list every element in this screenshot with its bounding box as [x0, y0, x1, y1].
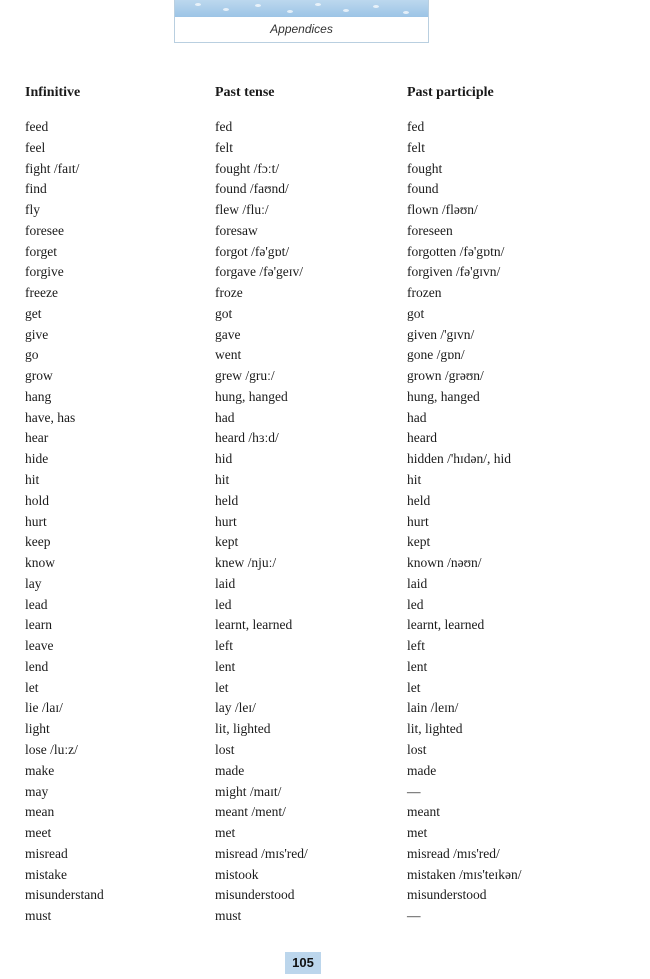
table-row — [0, 470, 650, 491]
past-tense-cell: made — [215, 762, 245, 778]
past-participle-cell: made — [407, 762, 437, 778]
infinitive-cell: fight /faɪt/ — [25, 160, 80, 176]
past-participle-cell: misread /mɪs'red/ — [407, 845, 500, 861]
past-participle-cell: foreseen — [407, 222, 453, 238]
table-row — [0, 761, 650, 782]
infinitive-cell: give — [25, 326, 49, 342]
past-tense-cell: lost — [215, 741, 235, 757]
infinitive-cell: let — [25, 679, 39, 695]
past-tense-cell: misunderstood — [215, 887, 295, 903]
table-row — [0, 823, 650, 844]
past-tense-cell: got — [215, 305, 233, 321]
past-tense-cell: knew /njuː/ — [215, 555, 277, 571]
infinitive-cell: lose /luːz/ — [25, 741, 78, 757]
infinitive-cell: learn — [25, 617, 52, 633]
past-participle-cell: hit — [407, 472, 422, 488]
infinitive-cell: leave — [25, 638, 54, 654]
droplet-icon — [343, 9, 349, 12]
table-row — [0, 200, 650, 221]
past-participle-cell: frozen — [407, 285, 442, 301]
past-tense-cell: grew /gruː/ — [215, 368, 275, 384]
infinitive-cell: hurt — [25, 513, 47, 529]
infinitive-cell: hide — [25, 451, 49, 467]
table-row — [0, 532, 650, 553]
past-participle-cell: had — [407, 409, 427, 425]
table-row — [0, 345, 650, 366]
infinitive-cell: hold — [25, 492, 50, 508]
droplet-icon — [255, 4, 261, 7]
past-participle-cell: met — [407, 825, 428, 841]
table-row — [0, 117, 650, 138]
table-row — [0, 657, 650, 678]
past-tense-cell: forgave /fə'geɪv/ — [215, 264, 304, 280]
table-row — [0, 221, 650, 242]
page-number: 105 — [285, 952, 321, 974]
table-row — [0, 636, 650, 657]
past-participle-cell: fought — [407, 160, 443, 176]
past-participle-cell: lent — [407, 658, 428, 674]
infinitive-cell: get — [25, 305, 42, 321]
past-tense-cell: hid — [215, 451, 233, 467]
past-participle-cell: fed — [407, 119, 425, 134]
past-tense-cell: heard /hɜːd/ — [215, 430, 279, 446]
table-row — [0, 553, 650, 574]
infinitive-cell: may — [25, 783, 49, 799]
infinitive-cell: mean — [25, 804, 55, 820]
past-participle-cell: mistaken /mɪs'teɪkən/ — [407, 866, 522, 882]
column-header-past-tense: Past tense — [215, 85, 275, 100]
past-tense-cell: met — [215, 825, 236, 841]
table-row — [0, 491, 650, 512]
infinitive-cell: misunderstand — [25, 887, 104, 903]
droplet-icon — [223, 8, 229, 11]
past-participle-cell: led — [407, 596, 424, 612]
table-row — [0, 782, 650, 803]
infinitive-cell: find — [25, 181, 47, 197]
past-participle-cell: forgiven /fə'gɪvn/ — [407, 264, 501, 280]
infinitive-cell: keep — [25, 534, 51, 550]
section-header-tab — [174, 0, 429, 43]
past-tense-cell: held — [215, 492, 239, 508]
past-tense-cell: froze — [215, 285, 243, 301]
past-tense-cell: hurt — [215, 513, 237, 529]
table-row — [0, 262, 650, 283]
past-participle-cell: grown /grəʊn/ — [407, 368, 484, 384]
header-decorative-band — [175, 0, 428, 17]
table-row — [0, 449, 650, 470]
past-tense-cell: hit — [215, 472, 230, 488]
past-tense-cell: fed — [215, 119, 233, 134]
past-participle-cell: learnt, learned — [407, 617, 485, 633]
past-participle-cell: given /'gɪvn/ — [407, 326, 475, 342]
past-participle-cell: known /nəʊn/ — [407, 555, 482, 571]
past-participle-cell: hurt — [407, 513, 429, 529]
table-row — [0, 574, 650, 595]
infinitive-cell: must — [25, 908, 52, 924]
infinitive-cell: feel — [25, 139, 46, 155]
table-row — [0, 242, 650, 263]
infinitive-cell: lead — [25, 596, 48, 612]
infinitive-cell: hit — [25, 472, 40, 488]
infinitive-cell: foresee — [25, 222, 64, 238]
droplet-icon — [315, 3, 321, 6]
past-tense-cell: mistook — [215, 866, 259, 882]
column-header-past-participle: Past participle — [407, 85, 494, 100]
past-tense-cell: meant /ment/ — [215, 804, 286, 820]
past-tense-cell: lit, lighted — [215, 721, 271, 737]
section-title: Appendices — [270, 22, 333, 36]
past-tense-cell: gave — [215, 326, 241, 342]
past-tense-cell: led — [215, 596, 232, 612]
table-row — [0, 844, 650, 865]
past-participle-cell: heard — [407, 430, 437, 446]
droplet-icon — [287, 10, 293, 13]
past-tense-cell: hung, hanged — [215, 388, 288, 404]
infinitive-cell: lend — [25, 658, 49, 674]
table-row — [0, 159, 650, 180]
past-participle-cell: laid — [407, 575, 428, 591]
past-participle-cell: left — [407, 638, 425, 654]
infinitive-cell: misread — [25, 845, 68, 861]
infinitive-cell: forgive — [25, 264, 64, 280]
table-row — [0, 366, 650, 387]
past-tense-cell: learnt, learned — [215, 617, 293, 633]
table-row — [0, 138, 650, 159]
past-tense-cell: laid — [215, 575, 236, 591]
past-tense-cell: kept — [215, 534, 239, 550]
past-tense-cell: found /faʊnd/ — [215, 181, 289, 197]
past-participle-cell: got — [407, 305, 425, 321]
past-participle-cell: gone /gɒn/ — [407, 347, 465, 363]
past-tense-cell: left — [215, 638, 233, 654]
table-row — [0, 387, 650, 408]
past-participle-cell: held — [407, 492, 431, 508]
table-row — [0, 179, 650, 200]
table-row — [0, 719, 650, 740]
past-participle-cell: — — [407, 783, 421, 799]
past-tense-cell: might /maɪt/ — [215, 783, 282, 799]
past-tense-cell: lay /leɪ/ — [215, 700, 256, 716]
past-tense-cell: let — [215, 679, 229, 695]
past-tense-cell: had — [215, 409, 235, 425]
past-participle-cell: hidden /'hɪdən/, hid — [407, 451, 512, 467]
past-participle-cell: — — [407, 908, 421, 924]
past-participle-cell: misunderstood — [407, 887, 487, 903]
column-header-infinitive: Infinitive — [25, 85, 81, 100]
past-tense-cell: flew /fluː/ — [215, 202, 269, 218]
past-tense-cell: forgot /fə'gɒt/ — [215, 243, 290, 259]
infinitive-cell: hang — [25, 388, 52, 404]
table-row — [0, 802, 650, 823]
infinitive-cell: grow — [25, 368, 53, 384]
past-participle-cell: found — [407, 181, 439, 197]
table-row — [0, 595, 650, 616]
table-row — [0, 906, 650, 927]
past-participle-cell: lost — [407, 741, 427, 757]
infinitive-cell: meet — [25, 825, 52, 841]
past-participle-cell: let — [407, 679, 421, 695]
past-tense-cell: must — [215, 908, 242, 924]
table-row — [0, 283, 650, 304]
past-tense-cell: fought /fɔːt/ — [215, 160, 280, 176]
table-row — [0, 304, 650, 325]
past-participle-cell: felt — [407, 139, 425, 155]
irregular-verbs-table — [0, 117, 650, 927]
table-row — [0, 678, 650, 699]
table-row — [0, 865, 650, 886]
past-participle-cell: kept — [407, 534, 431, 550]
past-tense-cell: lent — [215, 658, 236, 674]
past-participle-cell: hung, hanged — [407, 388, 480, 404]
infinitive-cell: light — [25, 721, 50, 737]
past-tense-cell: foresaw — [215, 222, 258, 238]
infinitive-cell: lay — [25, 575, 42, 591]
infinitive-cell: fly — [25, 202, 40, 218]
infinitive-cell: have, has — [25, 409, 76, 425]
droplet-icon — [373, 5, 379, 8]
droplet-icon — [195, 3, 201, 6]
past-tense-cell: felt — [215, 139, 233, 155]
infinitive-cell: forget — [25, 243, 57, 259]
table-row — [0, 428, 650, 449]
infinitive-cell: know — [25, 555, 55, 571]
past-tense-cell: went — [215, 347, 242, 363]
infinitive-cell: go — [25, 347, 39, 363]
droplet-icon — [403, 11, 409, 14]
infinitive-cell: hear — [25, 430, 49, 446]
table-row — [0, 740, 650, 761]
infinitive-cell: make — [25, 762, 55, 778]
table-row — [0, 615, 650, 636]
table-row — [0, 698, 650, 719]
past-participle-cell: flown /fləʊn/ — [407, 202, 478, 218]
past-participle-cell: lit, lighted — [407, 721, 463, 737]
infinitive-cell: freeze — [25, 285, 58, 301]
table-row — [0, 408, 650, 429]
infinitive-cell: feed — [25, 119, 49, 134]
table-row — [0, 885, 650, 906]
infinitive-cell: lie /laɪ/ — [25, 700, 63, 716]
table-row — [0, 325, 650, 346]
past-participle-cell: forgotten /fə'gɒtn/ — [407, 243, 505, 259]
past-participle-cell: meant — [407, 804, 440, 820]
infinitive-cell: mistake — [25, 866, 67, 882]
table-row — [0, 512, 650, 533]
past-tense-cell: misread /mɪs'red/ — [215, 845, 308, 861]
past-participle-cell: lain /leɪn/ — [407, 700, 459, 716]
